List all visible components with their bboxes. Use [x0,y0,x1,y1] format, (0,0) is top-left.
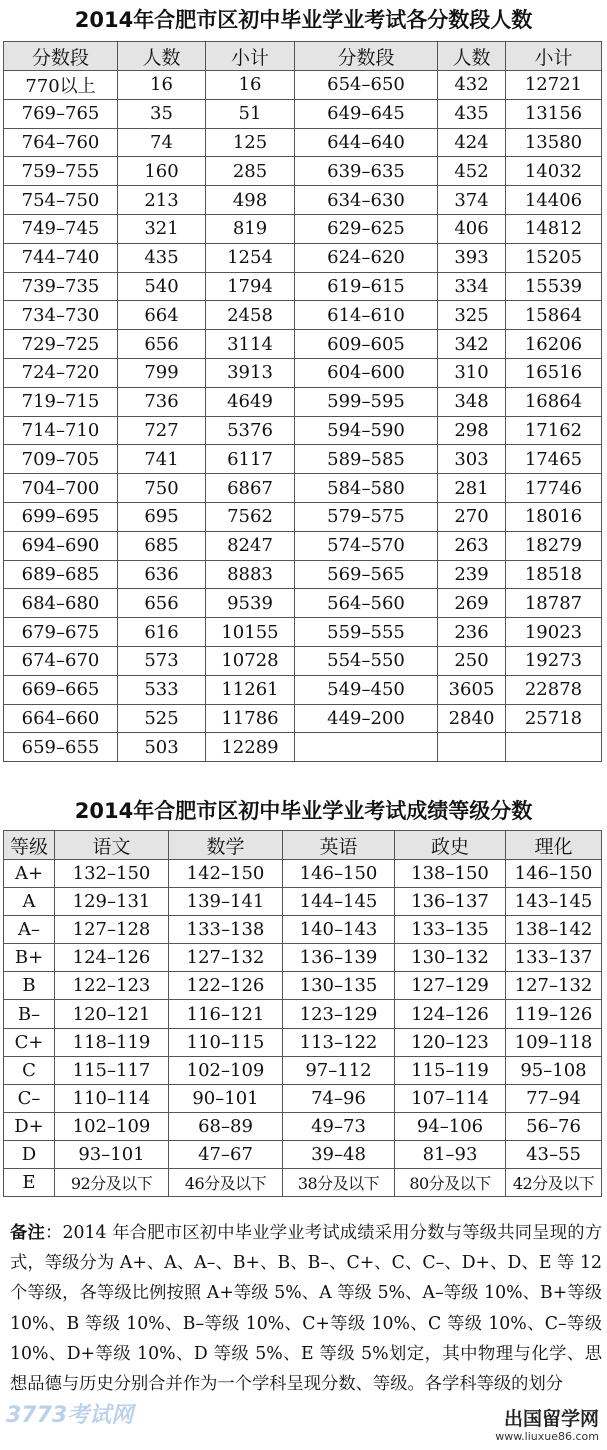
table-cell: C– [4,1084,55,1112]
table-cell: 68–89 [169,1112,283,1140]
table-cell: 525 [118,704,206,733]
table-cell: 239 [438,560,506,589]
table-cell [506,733,602,762]
table-cell: 102–109 [169,1056,283,1084]
table-cell: 694–690 [4,531,118,560]
table-row [4,272,602,301]
table-cell: A– [4,916,55,944]
table-cell: 769–765 [4,99,118,128]
table-cell: 6117 [206,445,295,474]
table-cell: 614–610 [295,301,438,330]
table-cell: 599–595 [295,387,438,416]
table-cell: 122–126 [169,972,283,1000]
column-header: 小计 [506,42,602,71]
table-cell: 144–145 [283,888,395,916]
table-cell: 127–129 [395,972,506,1000]
table-cell: 654–650 [295,71,438,100]
table-cell: 393 [438,243,506,272]
table-cell: 119–126 [506,1000,602,1028]
table-row [4,1000,602,1028]
table-cell: 3114 [206,330,295,359]
table-cell: A [4,888,55,916]
table-cell: 124–126 [395,1000,506,1028]
table-cell: 616 [118,618,206,647]
table-row [4,888,602,916]
table-cell: 46分及以下 [169,1169,283,1197]
table-cell: 14406 [506,186,602,215]
table-cell: 132–150 [55,860,169,888]
table-cell: 334 [438,272,506,301]
note-text: ：2014 年合肥市区初中毕业学业考试成绩采用分数与等级共同呈现的方式，等级分为 A+、A、A–、B+、B、B–、C+、C、C–、D+、D、E 等 12 个等级，各等级比例按照 A+等级 5%、A 等级 5%、A–等级 10%、B+等级 10%、B 等级 10%、B–等级 10%、C+等级 10%、C 等级 10%、C–等级 10%、D+等级 10%、D 等级 5%、E 等级 5%划定，其中物理与化学、思想品德与历史分别合并作为一个学科呈现分数、等级。各学科等级的划分 [10,1223,602,1395]
table-cell: 281 [438,474,506,503]
table-cell: 90–101 [169,1084,283,1112]
table-cell: 146–150 [506,860,602,888]
table-cell: 719–715 [4,387,118,416]
table-cell: 13156 [506,99,602,128]
table-row [4,944,602,972]
table-cell: 754–750 [4,186,118,215]
table-cell: 133–138 [169,916,283,944]
table-cell: 634–630 [295,186,438,215]
table-cell: 51 [206,99,295,128]
table-cell: 43–55 [506,1140,602,1168]
table-row [4,1056,602,1084]
table-cell: C+ [4,1028,55,1056]
note-label: 备注 [10,1223,46,1243]
table-cell: 624–620 [295,243,438,272]
table-cell: 16516 [506,358,602,387]
table-cell: 10728 [206,646,295,675]
table-cell: 38分及以下 [283,1169,395,1197]
table-cell: 42分及以下 [506,1169,602,1197]
table-cell: 130–135 [283,972,395,1000]
table-cell: 120–121 [55,1000,169,1028]
table-cell: 664 [118,301,206,330]
table-cell: 109–118 [506,1028,602,1056]
table-cell: 16 [206,71,295,100]
table-cell: 734–730 [4,301,118,330]
table-cell: 56–76 [506,1112,602,1140]
table-cell: 342 [438,330,506,359]
table-cell: 74 [118,128,206,157]
table-cell: 115–117 [55,1056,169,1084]
table-cell: 325 [438,301,506,330]
table-row [4,243,602,272]
table-cell: 636 [118,560,206,589]
table-cell: 77–94 [506,1084,602,1112]
table-cell: 124–126 [55,944,169,972]
grade-scores-title: 2014年合肥市区初中毕业学业考试成绩等级分数 [74,799,533,823]
table-cell: 4649 [206,387,295,416]
table-cell: 16 [118,71,206,100]
table-cell: 7562 [206,502,295,531]
column-header: 分数段 [295,42,438,71]
table-cell: 684–680 [4,589,118,618]
table-cell: 118–119 [55,1028,169,1056]
table-cell: 143–145 [506,888,602,916]
score-distribution-table [3,41,602,762]
table-cell: 6867 [206,474,295,503]
table-cell: 449–200 [295,704,438,733]
table-cell: 129–131 [55,888,169,916]
table-row [4,618,602,647]
table-cell: 739–735 [4,272,118,301]
table-cell: 19273 [506,646,602,675]
table-cell: 533 [118,675,206,704]
table-cell: 94–106 [395,1112,506,1140]
watermark-brand: 出国留学网 [503,1408,599,1430]
table-header-row [4,42,602,71]
table-row [4,860,602,888]
table-row [4,301,602,330]
table-row [4,589,602,618]
table-cell: 639–635 [295,157,438,186]
table-cell: 80分及以下 [395,1169,506,1197]
table-cell: 669–665 [4,675,118,704]
table-cell: 540 [118,272,206,301]
column-header: 政史 [395,831,506,860]
table-cell: 656 [118,589,206,618]
table-cell: 19023 [506,618,602,647]
table-cell: 569–565 [295,560,438,589]
table-row [4,675,602,704]
table-cell: 589–585 [295,445,438,474]
table-cell: 770以上 [4,71,118,100]
table-row [4,128,602,157]
table-cell: 503 [118,733,206,762]
table-cell: 136–137 [395,888,506,916]
column-header: 理化 [506,831,602,860]
table-row [4,157,602,186]
table-cell: 5376 [206,416,295,445]
table-cell [295,733,438,762]
table-cell: 406 [438,214,506,243]
table-cell: 107–114 [395,1084,506,1112]
table-cell: 18016 [506,502,602,531]
table-cell: 574–570 [295,531,438,560]
table-cell: 649–645 [295,99,438,128]
table-cell: 564–560 [295,589,438,618]
table-cell: 554–550 [295,646,438,675]
table-cell: 656 [118,330,206,359]
column-header: 小计 [206,42,295,71]
table-row [4,1140,602,1168]
column-header: 等级 [4,831,55,860]
table-cell: B+ [4,944,55,972]
grade-scores-table [3,830,602,1197]
table-cell: D+ [4,1112,55,1140]
table-cell: 432 [438,71,506,100]
table-cell: 18279 [506,531,602,560]
table-cell: 127–132 [169,944,283,972]
table-cell: 452 [438,157,506,186]
table-cell: 15205 [506,243,602,272]
table-cell: 139–141 [169,888,283,916]
table-row [4,186,602,215]
table-cell: 644–640 [295,128,438,157]
table-cell: 8247 [206,531,295,560]
watermark-url: www.liuxue86.com [495,1430,599,1443]
table-row [4,502,602,531]
table-row [4,531,602,560]
table-cell: 12289 [206,733,295,762]
table-cell: 674–670 [4,646,118,675]
table-cell: 113–122 [283,1028,395,1056]
table-cell: 1794 [206,272,295,301]
table-row [4,387,602,416]
table-cell: 435 [438,99,506,128]
table-cell: 714–710 [4,416,118,445]
table-cell: 729–725 [4,330,118,359]
table-cell: 15864 [506,301,602,330]
table-cell: 3605 [438,675,506,704]
table-cell: 130–132 [395,944,506,972]
table-cell: 298 [438,416,506,445]
table-cell: 97–112 [283,1056,395,1084]
table-cell: 759–755 [4,157,118,186]
table-cell: 125 [206,128,295,157]
table-cell: 498 [206,186,295,215]
table-row [4,330,602,359]
table-cell: 10155 [206,618,295,647]
table-cell: 17746 [506,474,602,503]
table-cell: 609–605 [295,330,438,359]
table-cell: 679–675 [4,618,118,647]
table-cell: 799 [118,358,206,387]
column-header: 分数段 [4,42,118,71]
table-cell: 819 [206,214,295,243]
table-cell: 709–705 [4,445,118,474]
table-cell: 138–142 [506,916,602,944]
table-cell: 424 [438,128,506,157]
table-cell: 16864 [506,387,602,416]
table-row [4,99,602,128]
table-cell: 741 [118,445,206,474]
table-cell: 110–115 [169,1028,283,1056]
table-cell: 13580 [506,128,602,157]
table-cell: 47–67 [169,1140,283,1168]
table-cell: 213 [118,186,206,215]
table-cell: B– [4,1000,55,1028]
table-cell: 699–695 [4,502,118,531]
table-cell: 122–123 [55,972,169,1000]
table-cell: 142–150 [169,860,283,888]
table-cell: 263 [438,531,506,560]
table-cell: 685 [118,531,206,560]
table-cell: 12721 [506,71,602,100]
table-cell: 573 [118,646,206,675]
table-cell: 140–143 [283,916,395,944]
table-cell: 559–555 [295,618,438,647]
column-header: 英语 [283,831,395,860]
table-cell: 133–135 [395,916,506,944]
table-cell: 16206 [506,330,602,359]
column-header: 人数 [118,42,206,71]
table-cell: 727 [118,416,206,445]
table-cell: 724–720 [4,358,118,387]
table-cell: 39–48 [283,1140,395,1168]
column-header: 人数 [438,42,506,71]
watermark-logo-right [493,1408,601,1443]
table-cell: 269 [438,589,506,618]
table-row [4,560,602,589]
table-cell: 270 [438,502,506,531]
column-header: 语文 [55,831,169,860]
table-row [4,1028,602,1056]
table-cell: 25718 [506,704,602,733]
table-cell: 14032 [506,157,602,186]
table-cell: 81–93 [395,1140,506,1168]
table-cell: 659–655 [4,733,118,762]
table-cell: E [4,1169,55,1197]
table-cell: 579–575 [295,502,438,531]
table-row [4,358,602,387]
table-cell: 92分及以下 [55,1169,169,1197]
table-cell: 2458 [206,301,295,330]
table-cell: B [4,972,55,1000]
table-cell: 146–150 [283,860,395,888]
table-cell: 127–132 [506,972,602,1000]
table-cell: 749–745 [4,214,118,243]
table-cell: 584–580 [295,474,438,503]
table-cell: 285 [206,157,295,186]
table-cell: 18787 [506,589,602,618]
table-cell: 750 [118,474,206,503]
table-cell: C [4,1056,55,1084]
table-cell: 120–123 [395,1028,506,1056]
table-cell [438,733,506,762]
table-cell: 549–450 [295,675,438,704]
table-cell: 15539 [506,272,602,301]
table-cell: 102–109 [55,1112,169,1140]
table-row [4,972,602,1000]
table-cell: 160 [118,157,206,186]
table-cell: 250 [438,646,506,675]
table-cell: 93–101 [55,1140,169,1168]
table-cell: 17465 [506,445,602,474]
table-cell: 3913 [206,358,295,387]
table-row [4,214,602,243]
table-cell: 604–600 [295,358,438,387]
table-cell: 594–590 [295,416,438,445]
table-row [4,646,602,675]
table-cell: 629–625 [295,214,438,243]
table-cell: 123–129 [283,1000,395,1028]
table-row [4,474,602,503]
table-row [4,416,602,445]
table-cell: 11261 [206,675,295,704]
column-header: 数学 [169,831,283,860]
table-cell: 348 [438,387,506,416]
table-row [4,71,602,100]
table-cell: 8883 [206,560,295,589]
table-cell: 49–73 [283,1112,395,1140]
table-cell: 115–119 [395,1056,506,1084]
note-paragraph [10,1218,602,1399]
table-cell: 35 [118,99,206,128]
table-cell: 95–108 [506,1056,602,1084]
table-cell: 764–760 [4,128,118,157]
table-cell: D [4,1140,55,1168]
table-row [4,1112,602,1140]
table-cell: 127–128 [55,916,169,944]
table-cell: 236 [438,618,506,647]
table-cell: 689–685 [4,560,118,589]
table-cell: 110–114 [55,1084,169,1112]
table-row [4,445,602,474]
table-cell: 9539 [206,589,295,618]
table-cell: 374 [438,186,506,215]
table-cell: 435 [118,243,206,272]
table-row [4,1169,602,1197]
table-row [4,704,602,733]
table-cell: 310 [438,358,506,387]
table-cell: 695 [118,502,206,531]
table-cell: 14812 [506,214,602,243]
table-cell: 303 [438,445,506,474]
table-cell: 22878 [506,675,602,704]
table-cell: 1254 [206,243,295,272]
table-cell: 136–139 [283,944,395,972]
table-cell: 736 [118,387,206,416]
table-row [4,733,602,762]
table-cell: 321 [118,214,206,243]
table-cell: 744–740 [4,243,118,272]
table-cell: 116–121 [169,1000,283,1028]
table-header-row [4,831,602,860]
table-cell: 664–660 [4,704,118,733]
table-cell: 619–615 [295,272,438,301]
table-cell: 2840 [438,704,506,733]
table-cell: 18518 [506,560,602,589]
table-cell: 704–700 [4,474,118,503]
table-cell: 138–150 [395,860,506,888]
table-cell: A+ [4,860,55,888]
score-distribution-title: 2014年合肥市区初中毕业学业考试各分数段人数 [74,8,533,32]
watermark-logo-left: 3773考试网 [6,1403,134,1428]
table-cell: 74–96 [283,1084,395,1112]
table-cell: 133–137 [506,944,602,972]
table-row [4,1084,602,1112]
table-cell: 11786 [206,704,295,733]
table-cell: 17162 [506,416,602,445]
table-row [4,916,602,944]
